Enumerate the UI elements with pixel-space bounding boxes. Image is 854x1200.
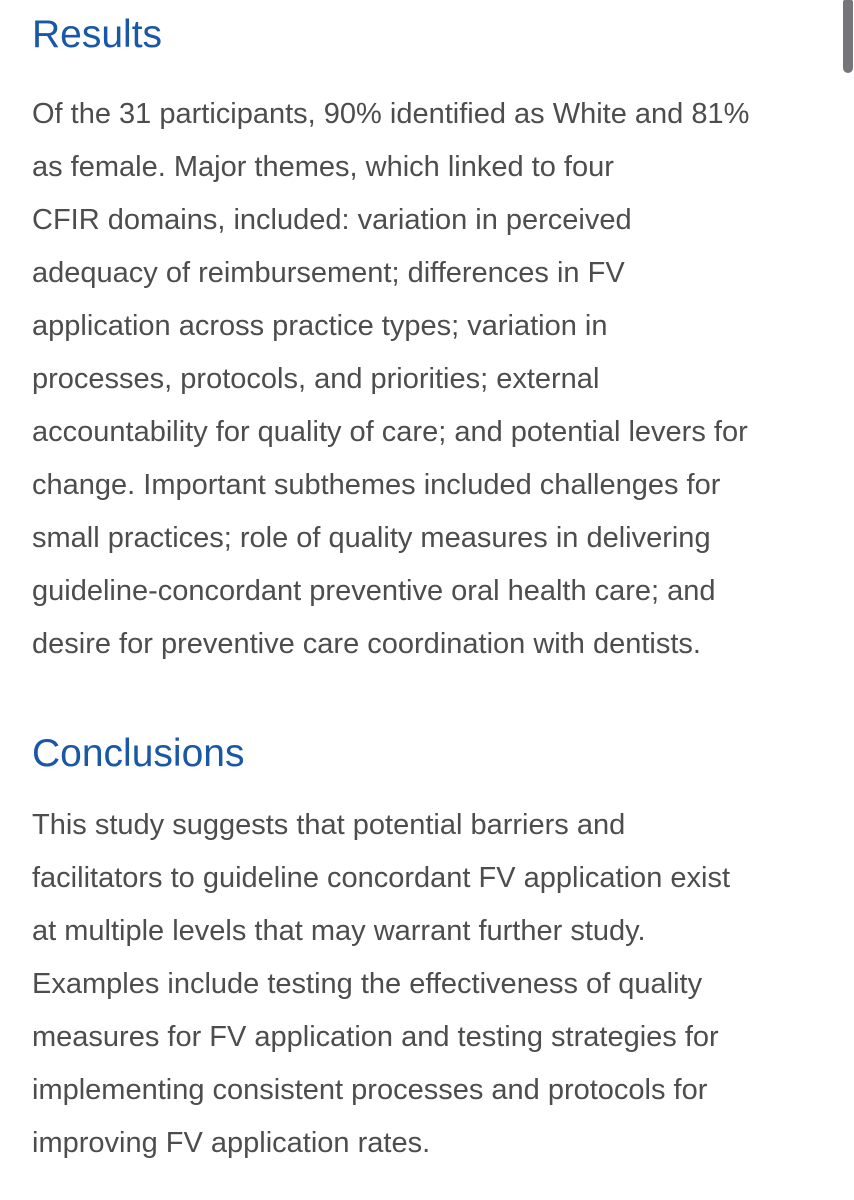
section-results: [32, 12, 824, 671]
text-line: [32, 194, 824, 247]
text-segment: implementing consistent processes and protocols for: [32, 1074, 708, 1106]
text-line: [32, 905, 824, 958]
highlighted-text: improving FV application rates.: [32, 1127, 431, 1159]
text-segment: Examples include testing the effectiveness of quality: [32, 968, 703, 1000]
highlighted-text: differences in FV: [407, 257, 625, 289]
highlighted-text: FV application: [478, 862, 663, 894]
results-heading: Results: [32, 13, 163, 56]
text-segment: small practices; role of quality measures in delivering: [32, 522, 711, 554]
text-line: [32, 353, 824, 406]
text-line: [32, 247, 824, 300]
conclusions-heading: Conclusions: [32, 732, 245, 775]
section-conclusions: [32, 731, 824, 1170]
text-segment: 81%: [683, 98, 750, 130]
highlighted-text: application across practice types;: [32, 310, 460, 342]
text-line: [32, 565, 824, 618]
text-line: [32, 300, 824, 353]
text-segment: CFIR domains, included: variation in perceived: [32, 204, 632, 236]
scrollbar-thumb[interactable]: [843, 0, 853, 73]
text-segment: This study suggests that: [32, 809, 353, 841]
text-line: [32, 799, 824, 852]
text-line: [32, 618, 824, 671]
text-segment: as female. Major themes, which linked to four: [32, 151, 614, 183]
text-segment: exist: [662, 862, 731, 894]
text-segment: adequacy of reimbursement;: [32, 257, 408, 289]
text-line: [32, 852, 824, 905]
text-segment: change. Important subthemes included challenges for: [32, 469, 721, 501]
text-line: [32, 88, 824, 141]
text-segment: variation in: [459, 310, 608, 342]
highlighted-text: 90% identified as White and: [323, 98, 684, 130]
abstract-content: [32, 0, 824, 1170]
text-segment: facilitators to guideline concordant: [32, 862, 479, 894]
text-segment: guideline-concordant preventive oral health care; and: [32, 575, 716, 607]
text-line: [32, 512, 824, 565]
text-segment: accountability for quality of care; and potential levers for: [32, 416, 748, 448]
text-line: [32, 1011, 824, 1064]
text-segment: processes, protocols, and priorities; external: [32, 363, 600, 395]
highlighted-text: potential barriers and: [352, 809, 626, 841]
text-segment: at multiple levels that may warrant further study.: [32, 915, 646, 947]
text-segment: Of the 31 participants,: [32, 98, 324, 130]
conclusions-paragraph: [32, 799, 824, 1170]
text-segment: measures for FV application and testing strategies for: [32, 1021, 719, 1053]
results-paragraph: [32, 88, 824, 671]
text-line: [32, 459, 824, 512]
text-line: [32, 141, 824, 194]
text-line: [32, 406, 824, 459]
text-segment: desire for preventive care coordination with dentists.: [32, 628, 701, 660]
text-line: [32, 958, 824, 1011]
text-line: [32, 1117, 824, 1170]
text-line: [32, 1064, 824, 1117]
